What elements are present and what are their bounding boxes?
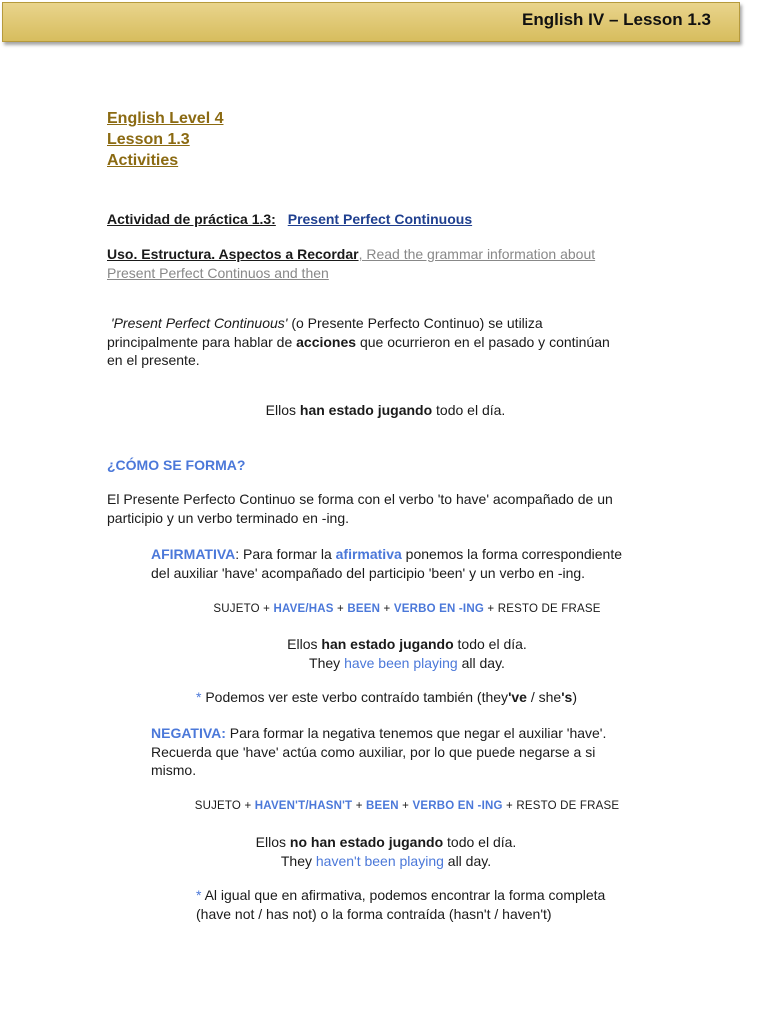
note-end: ) [572,689,578,705]
intro-text-2: principalmente para hablar de [107,333,297,350]
intro-text-1: (o Presente Perfecto Continuo) se utiliza [287,315,543,331]
intro-text-4: en el presente. [107,352,200,368]
neg-note-line-2: (have not / has not) o la forma contraída (hasn't / haven't) [196,905,552,922]
aff-example-en-post: all day. [457,654,505,671]
example-1 [107,401,664,420]
negative-line-3: mismo. [151,762,197,778]
intro-paragraph [107,314,667,370]
note-s: 's [561,689,573,705]
aff-example-en-pre: They [309,654,345,671]
neg-example-es-post: todo el día. [443,834,517,850]
affirmative-text-1: : Para formar la [235,546,336,562]
formula-plus: + [398,800,413,812]
example-1-pre: Ellos [265,402,300,418]
neg-formula-rest: RESTO DE FRASE [516,800,620,812]
header-title: English IV – Lesson 1.3 [522,10,711,29]
negative-formula [107,797,707,816]
affirmative-keyword: afirmativa [335,546,402,562]
activity-label: Actividad de práctica 1.3: [107,211,276,227]
aff-example-en-blue: have been playing [344,654,458,671]
usage-heading: Uso. Estructura. Aspectos a Recordar [107,246,359,262]
aff-example-es-post: todo el día. [453,636,527,652]
formula-been: BEEN [347,603,381,615]
neg-formula-have: HAVEN'T/HASN'T [254,800,353,812]
formula-subject: SUJETO [213,603,260,615]
neg-example-es-pre: Ellos [255,834,290,850]
affirmative-note [196,688,577,707]
section-heading: ¿CÓMO SE FORMA? [107,457,246,473]
title-level-link[interactable]: English Level 4 [107,110,224,127]
title-lesson-link[interactable]: Lesson 1.3 [107,131,190,148]
aff-example-es-pre: Ellos [287,636,322,652]
negative-examples [86,833,686,870]
neg-example-en-pre: They [280,852,316,869]
formation-paragraph [107,490,667,527]
formula-verb: VERBO EN -ING [393,603,484,615]
affirmative-paragraph [151,545,666,582]
formation-line-2: participio y un verbo terminado en -ing. [107,509,350,526]
negative-line-2: Recuerda que 'have' actúa como auxiliar, por lo que puede negarse a si [151,743,596,760]
aff-example-es-bold: han estado jugando [321,636,454,652]
intro-term: 'Present Perfect Continuous' [110,315,288,331]
neg-example-es-bold: no han estado jugando [289,834,444,850]
note-star: * [196,689,202,705]
formula-plus: + [333,603,348,615]
neg-example-en-post: all day. [443,852,492,869]
neg-note-star: * [196,887,202,903]
usage-block [107,245,595,282]
neg-note-line-1: Al igual que en afirmativa, podemos encontrar la forma completa [201,887,606,903]
affirmative-formula [107,600,707,619]
formula-plus: + [483,603,498,615]
affirmative-text-2: ponemos la forma correspondiente [401,546,623,562]
negative-label: NEGATIVA: [151,725,226,741]
intro-bold: acciones [296,333,357,350]
affirmative-examples [107,635,707,672]
formula-plus: + [502,800,517,812]
example-1-post: todo el día. [432,402,506,418]
usage-instruction-2[interactable]: Present Perfect Continuos and then [107,264,329,281]
formula-plus: + [241,800,255,812]
note-text: Podemos ver este verbo contraído también (they [201,689,509,705]
activity-link[interactable]: Present Perfect Continuous [287,211,473,227]
intro-text-3: que ocurrieron en el pasado y continúan [356,333,610,350]
formula-plus: + [352,800,367,812]
affirmative-line-2: del auxiliar 'have' acompañado del participio 'been' y un verbo en -ing. [151,564,586,581]
header-bar [2,2,740,42]
formula-rest: RESTO DE FRASE [497,603,601,615]
note-ve: 've [508,689,527,705]
note-mid: / she [526,689,562,705]
formula-plus: + [259,603,274,615]
neg-formula-been: BEEN [366,800,399,812]
neg-formula-verb: VERBO EN -ING [412,800,503,812]
title-activities-link[interactable]: Activities [107,152,179,169]
neg-example-en-blue: haven't been playing [315,852,444,869]
formation-line-1: El Presente Perfecto Continuo se forma con el verbo 'to have' acompañado de un [107,491,613,507]
formula-plus: + [380,603,394,615]
usage-instruction-1[interactable]: , Read the grammar information about [358,246,596,262]
negative-line-1: Para formar la negativa tenemos que negar el auxiliar 'have'. [225,725,607,741]
negative-paragraph [151,724,661,780]
activity-line [107,210,472,229]
formula-have: HAVE/HAS [273,603,334,615]
neg-formula-subject: SUJETO [194,800,242,812]
negative-note [196,886,661,923]
affirmative-label: AFIRMATIVA [151,546,236,562]
example-1-bold: han estado jugando [299,402,433,418]
